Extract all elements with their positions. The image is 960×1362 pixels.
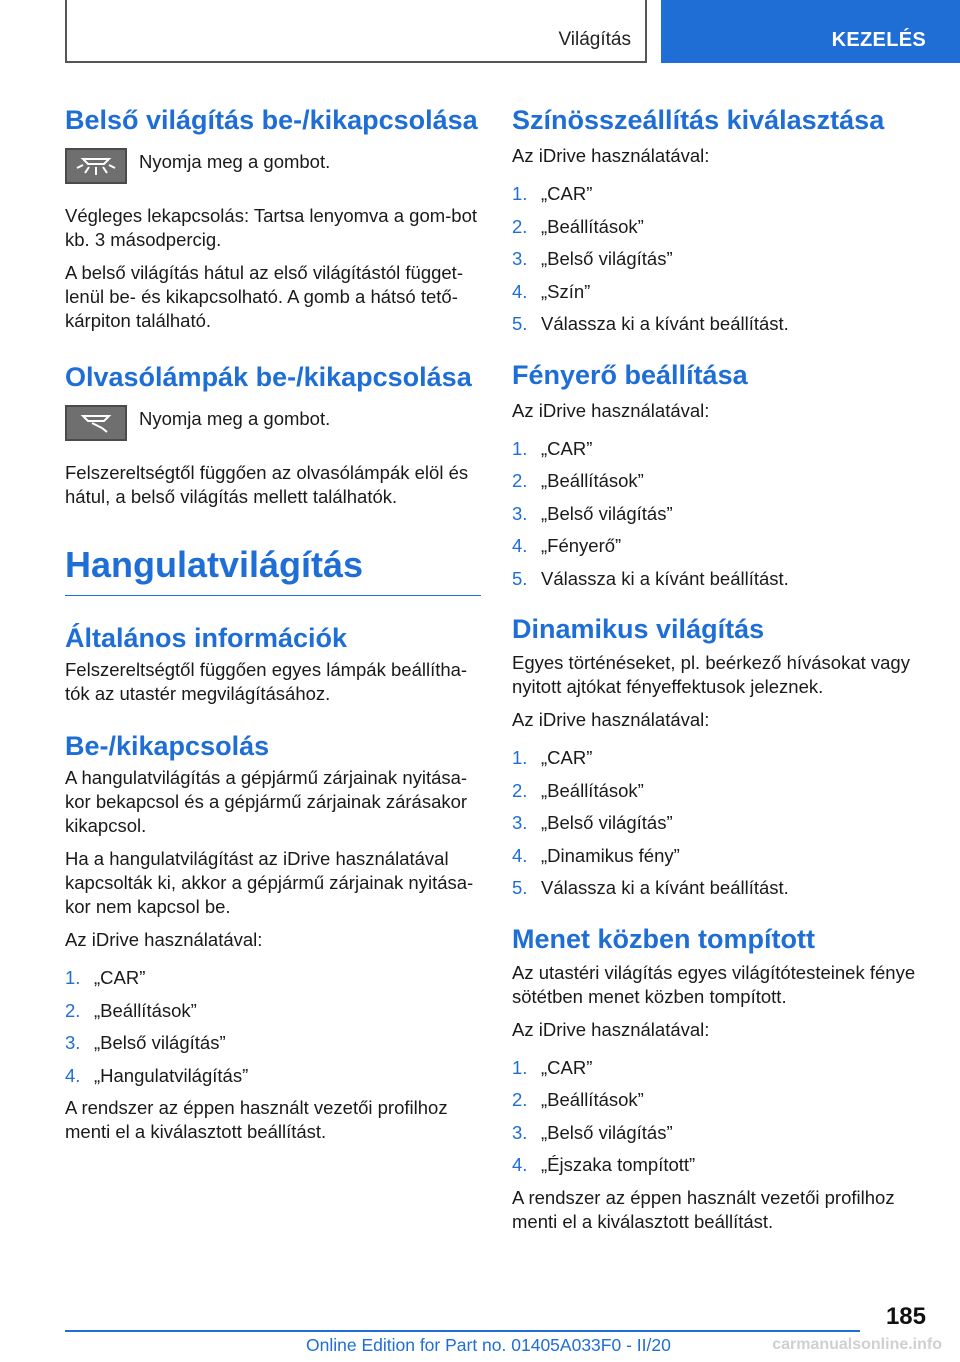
list-item: 1. „CAR” <box>512 437 593 459</box>
list-item: 4. „Szín” <box>512 280 591 302</box>
section-title-color-selection: Színösszeállítás kiválasztása <box>512 105 885 135</box>
list-item: 4. „Éjszaka tompított” <box>512 1154 696 1175</box>
left-column <box>65 104 481 1144</box>
step-list <box>512 1056 928 1186</box>
paragraph: Felszereltségtől függően egyes lámpák beállítha-tók az utastér megvilágításához. <box>65 659 468 704</box>
list-item: 3. „Belső világítás” <box>512 1121 673 1143</box>
step-list <box>512 182 928 345</box>
step-list <box>512 746 928 909</box>
section-title-general-info: Általános információk <box>65 623 348 653</box>
list-item: 2. „Beállítások” <box>512 215 644 237</box>
section-title-brightness: Fényerő beállítása <box>512 359 748 390</box>
reading-light-icon <box>65 405 127 441</box>
step-list <box>65 966 481 1096</box>
list-item: 4. „Hangulatvilágítás” <box>65 1064 249 1086</box>
list-item: 4. „Fényerő” <box>512 535 622 556</box>
paragraph: Az utastéri világítás egyes világítótesteinek fénye sötétben menet közben tompított. <box>512 961 916 1007</box>
section-title-dimmed-while-driving: Menet közben tompított <box>512 923 815 954</box>
interior-light-instruction <box>65 150 481 184</box>
page-number: 185 <box>885 1303 926 1330</box>
list-item: 3. „Belső világítás” <box>512 502 673 524</box>
chapter-title-ambient-lighting: Hangulatvilágítás <box>65 543 481 596</box>
paragraph: Az iDrive használatával: <box>512 709 710 730</box>
header-section-box <box>65 0 647 63</box>
list-item: 3. „Belső világítás” <box>512 248 673 269</box>
paragraph: Végleges lekapcsolás: Tartsa lenyomva a gom-bot kb. 3 másodpercig. <box>65 205 478 250</box>
paragraph: Felszereltségtől függően az olvasólámpák elöl és hátul, a belső világítás mellett találhatók. <box>65 462 469 507</box>
list-item: 1. „CAR” <box>65 967 146 988</box>
footer-edition-text: Online Edition for Part no. 01405A033F0 - II/20 <box>306 1335 671 1355</box>
step-list <box>512 437 928 600</box>
paragraph: Az iDrive használatával: <box>65 929 263 950</box>
section-title-on-off: Be-/kikapcsolás <box>65 731 270 761</box>
section-title-reading-lights: Olvasólámpák be-/kikapcsolása <box>65 362 472 392</box>
list-item: 3. „Belső világítás” <box>512 812 673 833</box>
list-item: 1. „CAR” <box>512 1056 593 1078</box>
reading-light-instruction <box>65 407 481 441</box>
list-item: 2. „Beállítások” <box>512 779 644 801</box>
header-chapter-tab <box>661 0 960 63</box>
list-item: 2. „Beállítások” <box>65 999 197 1021</box>
header-chapter-title: KEZELÉS <box>831 29 926 51</box>
right-column <box>512 104 928 1234</box>
paragraph: Az iDrive használatával: <box>512 1018 710 1040</box>
list-item: 2. „Beállítások” <box>512 1089 644 1110</box>
paragraph: Az iDrive használatával: <box>512 399 710 421</box>
list-item: 5. Válassza ki a kívánt beállítást. <box>512 313 789 334</box>
list-item: 3. „Belső világítás” <box>65 1032 226 1053</box>
footer-divider <box>65 1330 860 1332</box>
paragraph: Egyes történéseket, pl. beérkező hívásokat vagy nyitott ajtókat fényeffektusok jeleznek. <box>512 652 910 697</box>
list-item: 1. „CAR” <box>512 747 593 768</box>
paragraph: A rendszer az éppen használt vezetői profilhoz menti el a kiválasztott beállítást. <box>65 1097 448 1142</box>
list-item: 5. Válassza ki a kívánt beállítást. <box>512 567 789 589</box>
section-title-interior-light: Belső világítás be-/kikapcsolása <box>65 105 478 135</box>
list-item: 4. „Dinamikus fény” <box>512 844 680 866</box>
paragraph: Ha a hangulatvilágítást az iDrive használatával kapcsolták ki, akkor a gépjármű zárjainak nyitása-kor nem kapcsol be. <box>65 848 474 917</box>
paragraph: A belső világítás hátul az első világítástól függet-lenül be- és kikapcsolható. A gomb a hátsó tető-kárpiton található. <box>65 262 463 331</box>
watermark-text: carmanualsonline.info <box>772 1336 942 1353</box>
interior-light-icon-text: Nyomja meg a gombot. <box>139 151 331 172</box>
paragraph: A rendszer az éppen használt vezetői profilhoz menti el a kiválasztott beállítást. <box>512 1186 895 1232</box>
paragraph: Az iDrive használatával: <box>512 145 710 166</box>
list-item: 2. „Beállítások” <box>512 470 644 491</box>
section-title-dynamic-lighting: Dinamikus világítás <box>512 614 765 644</box>
paragraph: A hangulatvilágítás a gépjármű zárjainak nyitása-kor bekapcsol és a gépjármű zárjainak zárásakor kikapcsol. <box>65 767 468 836</box>
list-item: 1. „CAR” <box>512 183 593 204</box>
list-item: 5. Válassza ki a kívánt beállítást. <box>512 877 789 898</box>
reading-light-icon-text: Nyomja meg a gombot. <box>139 408 331 429</box>
interior-light-icon <box>65 148 127 184</box>
header-section-title: Világítás <box>558 29 631 50</box>
